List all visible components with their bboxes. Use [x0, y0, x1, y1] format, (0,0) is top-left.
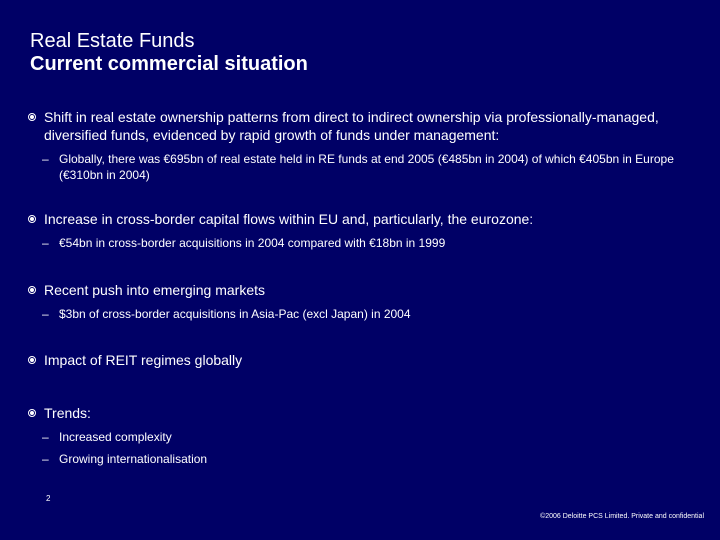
sub-bullet-text: $3bn of cross-border acquisitions in Asia-Pac (excl Japan) in 2004 — [59, 307, 411, 321]
footer-copyright: ©2006 Deloitte PCS Limited. Private and confidential — [540, 513, 704, 520]
dash-icon: – — [42, 236, 49, 250]
sub-bullet-item — [42, 429, 692, 445]
dash-icon: – — [42, 152, 49, 166]
bullet-text: Increase in cross-border capital flows within EU and, particularly, the eurozone: — [44, 211, 534, 227]
bullet-text: Impact of REIT regimes globally — [44, 352, 243, 368]
bullet-item — [28, 351, 688, 369]
bullet-item — [28, 404, 688, 422]
bullet-icon — [28, 215, 36, 223]
sub-bullet-item — [42, 451, 692, 467]
dash-icon: – — [42, 430, 49, 444]
bullet-icon — [28, 409, 36, 417]
dash-icon: – — [42, 307, 49, 321]
bullet-item — [28, 281, 688, 299]
sub-bullet-item — [42, 151, 692, 183]
sub-bullet-text: €54bn in cross-border acquisitions in 2004 compared with €18bn in 1999 — [59, 236, 446, 250]
bullet-item — [28, 108, 688, 144]
bullet-icon — [28, 356, 36, 364]
bullet-text: Shift in real estate ownership patterns from direct to indirect ownership via professionally-managed, diversified funds, evidenced by rapid growth of funds under management: — [44, 109, 659, 143]
sub-bullet-item — [42, 235, 692, 251]
bullet-icon — [28, 113, 36, 121]
title-line-1: Real Estate Funds — [30, 30, 195, 52]
sub-bullet-text: Globally, there was €695bn of real estate held in RE funds at end 2005 (€485bn in 2004) of which €405bn in Europe (€310bn in 2004) — [59, 152, 674, 182]
bullet-icon — [28, 286, 36, 294]
dash-icon: – — [42, 452, 49, 466]
title-line-2: Current commercial situation — [30, 53, 308, 75]
bullet-text: Recent push into emerging markets — [44, 282, 265, 298]
sub-bullet-text: Increased complexity — [59, 430, 172, 444]
slide-title — [30, 30, 308, 76]
bullet-text: Trends: — [44, 405, 91, 421]
sub-bullet-text: Growing internationalisation — [59, 452, 208, 466]
page-number: 2 — [46, 494, 51, 503]
sub-bullet-item — [42, 306, 692, 322]
bullet-item — [28, 210, 688, 228]
